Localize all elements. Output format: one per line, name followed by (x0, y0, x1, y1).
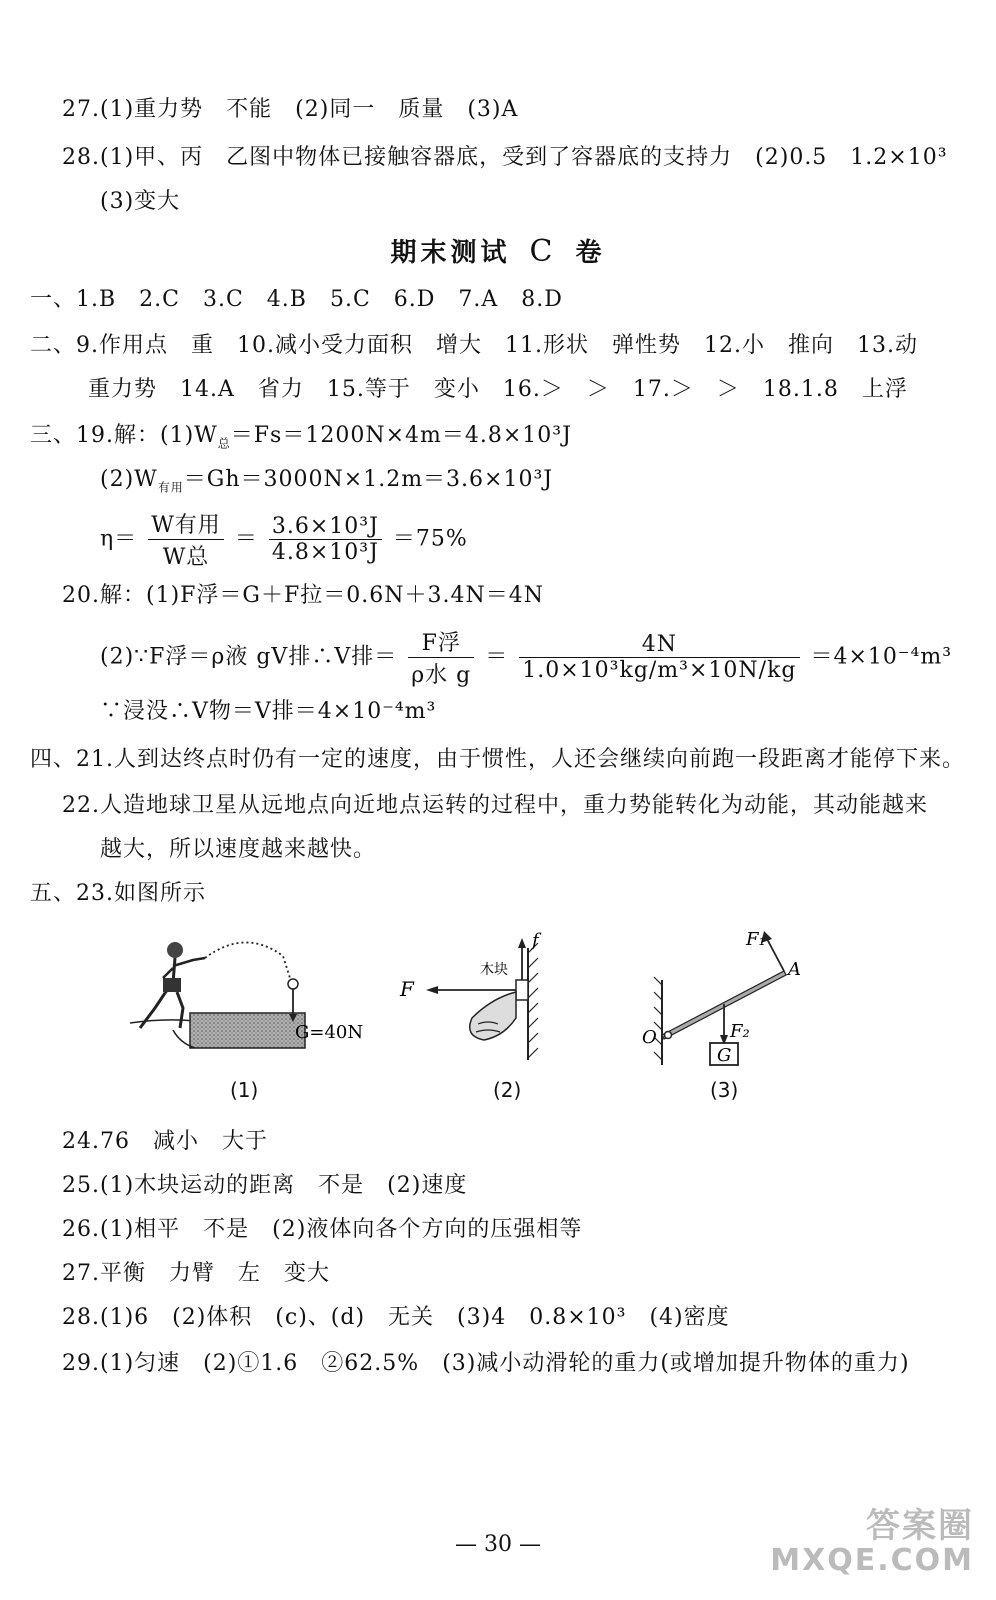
q20-den1: ρ水 g (411, 663, 472, 688)
answer-20-line2 (100, 626, 952, 689)
answer-21: 四、21.人到达终点时仍有一定的速度，由于惯性，人还会继续向前跑一段距离才能停下来。 (30, 747, 965, 772)
answer-27-prev: 27.(1)重力势 不能 (2)同一 质量 (3)A (62, 97, 519, 122)
q19b-rest: ＝Gh＝3000N×1.2m＝3.6×10³J (183, 467, 554, 492)
eta-fraction-1 (148, 508, 224, 571)
answer-28: 28.(1)6 (2)体积 (c)、(d) 无关 (3)4 0.8×10³ (4)密度 (62, 1305, 730, 1330)
figure-3-label: (3) (710, 1078, 739, 1102)
answer-19-line1 (30, 418, 572, 451)
figure-1-runner-ball (125, 938, 365, 1058)
block-label: 木块 (480, 962, 508, 978)
runner-head (167, 942, 183, 958)
pivot-O-label: O (642, 1027, 657, 1048)
ground-block (190, 1013, 305, 1048)
friction-label: f (532, 930, 539, 951)
answer-20-line1: 20.解：(1)F浮＝G＋F拉＝0.6N＋3.4N＝4N (62, 583, 544, 608)
point-A-label: A (788, 959, 801, 980)
wood-block (516, 980, 528, 1000)
answer-29: 29.(1)匀速 (2)①1.6 ②62.5% (3)减小动滑轮的重力(或增加提升物体的重力) (62, 1351, 910, 1376)
title-end: 卷 (575, 238, 606, 268)
answer-19-efficiency (100, 508, 468, 571)
answer-20-line3: ∵浸没∴V物＝V排＝4×10⁻⁴m³ (100, 699, 437, 724)
q20-result: ＝4×10⁻⁴m³ (810, 644, 953, 670)
eta-eq: ＝ (234, 526, 258, 552)
watermark-line1: 答案圈 (866, 1506, 974, 1546)
title-c: C (529, 234, 557, 269)
force-F1-label: F₁ (746, 929, 766, 950)
eta-fraction-2 (269, 514, 382, 565)
q20-num1: F浮 (408, 626, 474, 658)
q20-fraction-1 (408, 626, 474, 689)
figure-2-label: (2) (493, 1078, 522, 1102)
hand (470, 992, 516, 1040)
section-2-answers-a: 二、9.作用点 重 10.减小受力面积 增大 11.形状 弹性势 12.小 推向 13.动 (30, 333, 918, 358)
eta-den1: W总 (162, 545, 210, 570)
q20-fraction-2 (519, 632, 799, 683)
figure-1-label: (1) (230, 1078, 259, 1102)
ball-trajectory (205, 942, 290, 978)
eta-label: η＝ (100, 526, 138, 552)
q19-sub: 总 (217, 436, 231, 451)
q19b-sub: 有用 (157, 480, 184, 495)
gravity-label: G=40N (295, 1022, 364, 1043)
answer-22-a: 22.人造地球卫星从远地点向近地点运转的过程中，重力势能转化为动能，其动能越来 (62, 793, 928, 818)
answer-28-prev-b: (3)变大 (100, 189, 181, 214)
answer-22-b: 越大，所以速度越来越快。 (100, 837, 377, 862)
q20b-prefix: (2)∵F浮＝ρ液 gV排∴V排＝ (100, 644, 398, 670)
force-F2-label: F₂ (730, 1021, 750, 1042)
section-1-answers: 一、1.B 2.C 3.C 4.B 5.C 6.D 7.A 8.D (30, 287, 563, 312)
q20-num2: 4N (519, 632, 799, 658)
answer-19-line2 (100, 462, 553, 495)
q20-eq: ＝ (485, 644, 509, 670)
section-2-answers-b: 重力势 14.A 省力 15.等于 变小 16.＞ ＞ 17.＞ ＞ 18.1.8 上浮 (88, 377, 908, 402)
q19-prefix: 三、19.解：(1)W (30, 423, 218, 448)
figure-2-block-wall (392, 928, 562, 1063)
answer-28-prev-a: 28.(1)甲、丙 乙图中物体已接触容器底，受到了容器底的支持力 (2)0.5 1.2×10³ (62, 145, 948, 170)
section-title (0, 232, 996, 269)
answer-25: 25.(1)木块运动的距离 不是 (2)速度 (62, 1173, 468, 1198)
answer-26: 26.(1)相平 不是 (2)液体向各个方向的压强相等 (62, 1217, 583, 1242)
eta-den2: 4.8×10³J (271, 540, 379, 565)
q20-den2: 1.0×10³kg/m³×10N/kg (522, 658, 797, 683)
title-main: 期末测试 (390, 238, 511, 268)
q19b-prefix: (2)W (100, 467, 158, 492)
watermark-line2: MXQE.COM (770, 1543, 974, 1578)
pivot (665, 1032, 672, 1039)
answer-23: 五、23.如图所示 (30, 881, 206, 906)
q19-rest: ＝Fs＝1200N×4m＝4.8×10³J (230, 423, 572, 448)
weight-G-label: G (717, 1045, 732, 1066)
force-F-label: F (400, 977, 414, 1001)
eta-num2: 3.6×10³J (269, 514, 382, 540)
answer-24: 24.76 减小 大于 (62, 1129, 268, 1154)
page-number: — 30 — (455, 1532, 541, 1557)
figure-3-lever (636, 925, 816, 1070)
eta-num1: W有用 (148, 508, 224, 540)
watermark-logo (744, 1498, 974, 1578)
ball (288, 979, 298, 989)
answer-27: 27.平衡 力臂 左 变大 (62, 1261, 330, 1286)
eta-result: ＝75% (392, 526, 468, 552)
